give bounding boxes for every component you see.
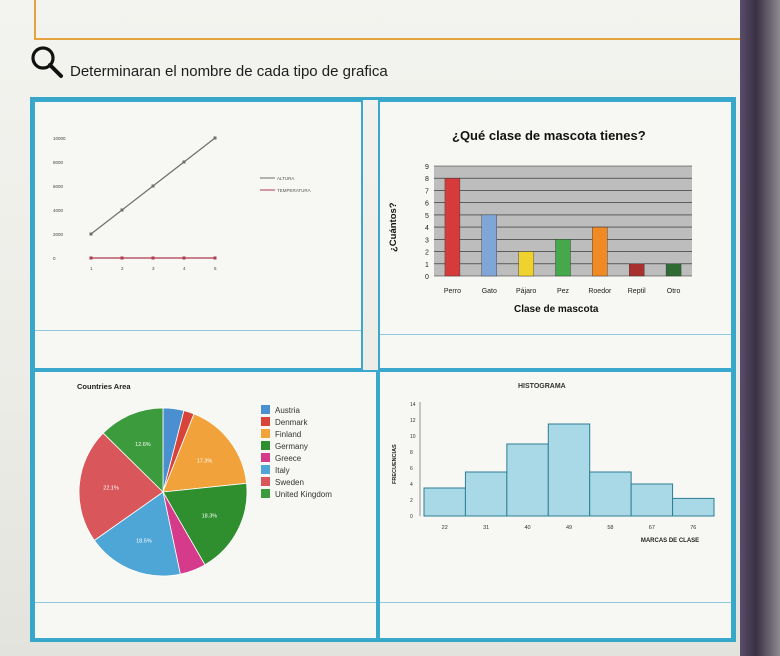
instruction-text: Determinaran el nombre de cada tipo de grafica [70, 63, 388, 80]
y-tick-label: 14 [410, 402, 416, 408]
x-tick-label: 2 [121, 266, 124, 271]
legend-label: Germany [275, 442, 308, 451]
legend-label: TEMPERATURA [277, 188, 311, 193]
slice-label: 17.3% [196, 458, 213, 465]
x-tick-label: Roedor [588, 288, 612, 295]
y-tick-label: 4000 [53, 208, 64, 213]
data-point [214, 257, 217, 260]
pie-chart [35, 372, 378, 640]
x-tick-label: 40 [524, 525, 531, 531]
x-tick-label: Otro [666, 288, 681, 295]
y-tick-label: 4 [410, 482, 413, 488]
x-axis-label: Clase de mascota [514, 304, 599, 315]
x-tick-label: 49 [565, 525, 573, 531]
legend-swatch [261, 477, 270, 486]
x-tick-label: Perro [443, 288, 461, 295]
data-point [152, 257, 155, 260]
y-tick-label: 2000 [53, 232, 64, 237]
legend-label: Italy [275, 466, 290, 475]
y-tick-label: 12 [410, 418, 416, 424]
x-tick-label: 31 [483, 525, 490, 531]
data-point [90, 233, 93, 236]
histogram-bar [631, 484, 672, 516]
x-tick-label: Gato [481, 288, 497, 295]
legend-label: Greece [275, 454, 302, 463]
x-tick-label: Pez [556, 288, 570, 295]
answer-line [35, 602, 378, 603]
x-tick-label: Pájaro [516, 288, 537, 295]
slice-label: 12.6% [135, 441, 151, 448]
y-tick-label: 2 [410, 498, 413, 504]
legend-label: ALTURA [277, 176, 295, 181]
data-point [90, 257, 93, 260]
y-tick-label: 0 [410, 514, 413, 520]
bar-chart [380, 102, 733, 370]
bar [592, 227, 607, 276]
histogram-bar [507, 444, 548, 516]
bar-chart-cell [378, 100, 733, 370]
y-tick-label: 1 [425, 261, 429, 269]
slice-label: 18.5% [136, 538, 152, 545]
x-tick-label: 3 [152, 266, 155, 271]
legend-swatch [261, 417, 270, 426]
legend-label: Sweden [275, 478, 304, 487]
y-tick-label: 2 [425, 249, 429, 257]
x-tick-label: 22 [441, 525, 448, 531]
data-point [214, 137, 217, 140]
legend-label: United Kingdom [275, 490, 332, 499]
bar [629, 264, 644, 276]
y-tick-label: 8000 [53, 160, 64, 165]
data-point [183, 161, 186, 164]
x-tick-label: 76 [690, 525, 697, 531]
data-point [183, 257, 186, 260]
legend-label: Denmark [275, 418, 308, 427]
data-point [121, 209, 124, 212]
histogram-chart [380, 372, 733, 640]
legend-swatch [261, 489, 270, 498]
pie-chart-cell [33, 370, 378, 640]
y-tick-label: 6000 [53, 184, 64, 189]
y-axis-label: ¿Cuántos? [388, 202, 399, 252]
legend-swatch [261, 441, 270, 450]
y-tick-label: 5 [425, 212, 429, 220]
charts-frame [30, 97, 736, 642]
y-tick-label: 6 [410, 466, 413, 472]
line-chart-cell [33, 100, 363, 370]
answer-line [380, 602, 733, 603]
y-tick-label: 10000 [53, 136, 66, 141]
answer-line [35, 330, 363, 331]
legend-swatch [261, 453, 270, 462]
slice-label: 18.3% [201, 513, 218, 520]
chart-title: ¿Qué clase de mascota tienes? [452, 128, 646, 143]
y-tick-label: 8 [410, 450, 413, 456]
y-tick-label: 6 [425, 200, 429, 208]
bar [519, 252, 534, 276]
bar [556, 239, 571, 276]
y-tick-label: 0 [53, 256, 56, 261]
y-tick-label: 7 [425, 188, 429, 196]
magnifier-icon [28, 44, 66, 82]
y-tick-label: 4 [425, 225, 429, 233]
data-point [121, 257, 124, 260]
slice-label: 22.1% [103, 485, 119, 492]
bar [482, 215, 497, 276]
x-tick-label: 58 [607, 525, 614, 531]
y-axis-label: FRECUENCIAS [392, 444, 398, 484]
data-point [152, 185, 155, 188]
bar [445, 178, 460, 276]
y-tick-label: 8 [425, 176, 429, 184]
histogram-bar [673, 498, 714, 516]
histogram-cell [378, 370, 733, 640]
x-tick-label: 1 [90, 266, 93, 271]
legend-label: Finland [275, 430, 302, 439]
histogram-bar [465, 472, 506, 516]
legend-swatch [261, 429, 270, 438]
chart-title: Countries Area [77, 382, 131, 391]
legend-swatch [261, 405, 270, 414]
y-tick-label: 10 [410, 434, 416, 440]
histogram-bar [590, 472, 631, 516]
y-tick-label: 9 [425, 164, 429, 171]
bar [666, 264, 681, 276]
x-tick-label: 67 [648, 525, 655, 531]
x-tick-label: 5 [214, 266, 217, 271]
answer-line [380, 334, 733, 335]
notebook-edge [740, 0, 780, 656]
legend-swatch [261, 465, 270, 474]
y-tick-label: 3 [425, 237, 429, 245]
legend-label: Austria [275, 406, 300, 415]
x-tick-label: Reptil [627, 288, 646, 295]
chart-title: HISTOGRAMA [518, 383, 566, 390]
histogram-bar [424, 488, 465, 516]
x-axis-label: MARCAS DE CLASE [640, 538, 700, 544]
histogram-bar [548, 424, 589, 516]
top-answer-box [34, 0, 748, 40]
x-tick-label: 4 [183, 266, 186, 271]
y-tick-label: 0 [425, 274, 429, 281]
